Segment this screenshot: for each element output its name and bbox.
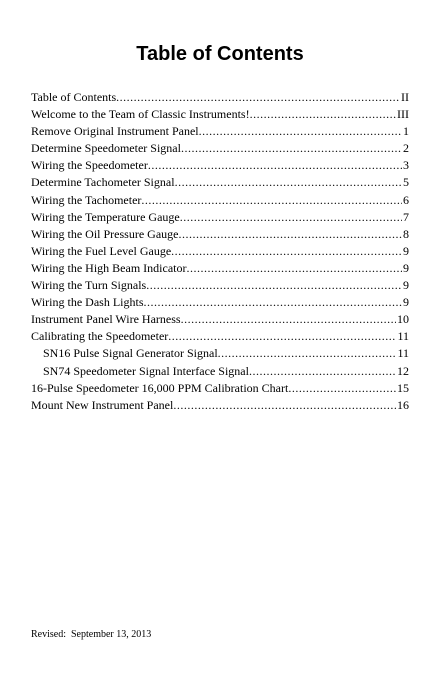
toc-entry[interactable] xyxy=(31,192,409,209)
dot-leader xyxy=(144,294,403,311)
dot-leader xyxy=(181,140,402,157)
dot-leader xyxy=(171,243,402,260)
toc-entry-title: Wiring the Turn Signals xyxy=(31,278,147,293)
toc-entry-title: Wiring the Dash Lights xyxy=(31,295,144,310)
toc-entry-title: Mount New Instrument Panel xyxy=(31,397,174,412)
toc-entry-page-number: 9 xyxy=(403,278,409,293)
toc-entry-page-number: 6 xyxy=(403,192,409,207)
toc-list xyxy=(31,89,409,414)
toc-entry-title: Table of Contents xyxy=(31,90,117,104)
toc-entry-title: 16-Pulse Speedometer 16,000 PPM Calibration Chart xyxy=(31,380,289,395)
revised-date: Revised: September 13, 2013 xyxy=(31,629,152,640)
toc-entry-page-number: 15 xyxy=(397,380,409,395)
toc-entry-page-number: 11 xyxy=(397,329,409,344)
toc-entry-page-number: 9 xyxy=(403,295,409,310)
toc-entry[interactable] xyxy=(31,345,409,362)
toc-entry-page-number: 9 xyxy=(403,260,409,275)
toc-entry[interactable] xyxy=(31,209,409,226)
dot-leader xyxy=(218,345,397,362)
dot-leader xyxy=(249,363,396,380)
toc-entry[interactable] xyxy=(31,140,409,157)
toc-entry-page-number: 7 xyxy=(403,209,409,224)
toc-entry[interactable] xyxy=(31,328,409,345)
toc-entry-title: Wiring the Fuel Level Gauge xyxy=(31,243,172,258)
toc-entry-page-number: 11 xyxy=(397,346,409,361)
toc-entry-page-number: 12 xyxy=(397,363,409,378)
toc-entry-title: Determine Speedometer Signal xyxy=(31,141,181,156)
dot-leader xyxy=(173,397,396,414)
dot-leader xyxy=(186,260,402,277)
toc-entry-page-number: III xyxy=(397,107,409,122)
toc-entry-page-number: 2 xyxy=(403,141,409,156)
toc-entry-page-number: II xyxy=(401,90,409,104)
dot-leader xyxy=(175,174,402,191)
dot-leader xyxy=(199,123,402,140)
toc-entry[interactable] xyxy=(31,294,409,311)
toc-entry-title: SN74 Speedometer Signal Interface Signal xyxy=(43,363,249,378)
toc-entry[interactable] xyxy=(31,363,409,380)
toc-entry[interactable] xyxy=(31,157,409,174)
toc-entry-title: SN16 Pulse Signal Generator Signal xyxy=(43,346,218,361)
toc-entry-title: Wiring the Speedometer xyxy=(31,158,148,173)
toc-entry-title: Calibrating the Speedometer xyxy=(31,329,169,344)
dot-leader xyxy=(148,157,402,174)
toc-entry[interactable] xyxy=(31,106,409,123)
toc-entry-title: Wiring the Tachometer xyxy=(31,192,142,207)
toc-entry-page-number: 9 xyxy=(403,243,409,258)
dot-leader xyxy=(168,328,396,345)
toc-entry[interactable] xyxy=(31,311,409,328)
toc-entry[interactable] xyxy=(31,380,409,397)
toc-entry[interactable] xyxy=(31,174,409,191)
toc-entry-title: Wiring the Temperature Gauge xyxy=(31,209,180,224)
toc-entry[interactable] xyxy=(31,226,409,243)
toc-entry-title: Wiring the High Beam Indicator xyxy=(31,260,187,275)
dot-leader xyxy=(178,226,402,243)
toc-entry-page-number: 3 xyxy=(403,158,409,173)
toc-entry-title: Determine Tachometer Signal xyxy=(31,175,175,190)
dot-leader xyxy=(141,192,402,209)
toc-entry-page-number: 16 xyxy=(397,397,409,412)
dot-leader xyxy=(116,89,400,106)
toc-entry[interactable] xyxy=(31,123,409,140)
toc-entry-title: Welcome to the Team of Classic Instruments! xyxy=(31,107,250,122)
toc-entry-title: Remove Original Instrument Panel xyxy=(31,124,199,139)
dot-leader xyxy=(180,209,402,226)
toc-entry[interactable] xyxy=(31,89,409,106)
toc-entry[interactable] xyxy=(31,243,409,260)
toc-entry-page-number: 1 xyxy=(403,124,409,139)
toc-entry-title: Wiring the Oil Pressure Gauge xyxy=(31,226,179,241)
dot-leader xyxy=(250,106,396,123)
dot-leader xyxy=(288,380,396,397)
dot-leader xyxy=(181,311,396,328)
toc-entry[interactable] xyxy=(31,397,409,414)
page-title: Table of Contents xyxy=(136,43,304,65)
toc-entry[interactable] xyxy=(31,260,409,277)
toc-entry-page-number: 5 xyxy=(403,175,409,190)
toc-entry-page-number: 8 xyxy=(403,226,409,241)
dot-leader xyxy=(146,277,402,294)
toc-entry-page-number: 10 xyxy=(397,312,409,327)
toc-entry[interactable] xyxy=(31,277,409,294)
toc-entry-title: Instrument Panel Wire Harness xyxy=(31,312,181,327)
